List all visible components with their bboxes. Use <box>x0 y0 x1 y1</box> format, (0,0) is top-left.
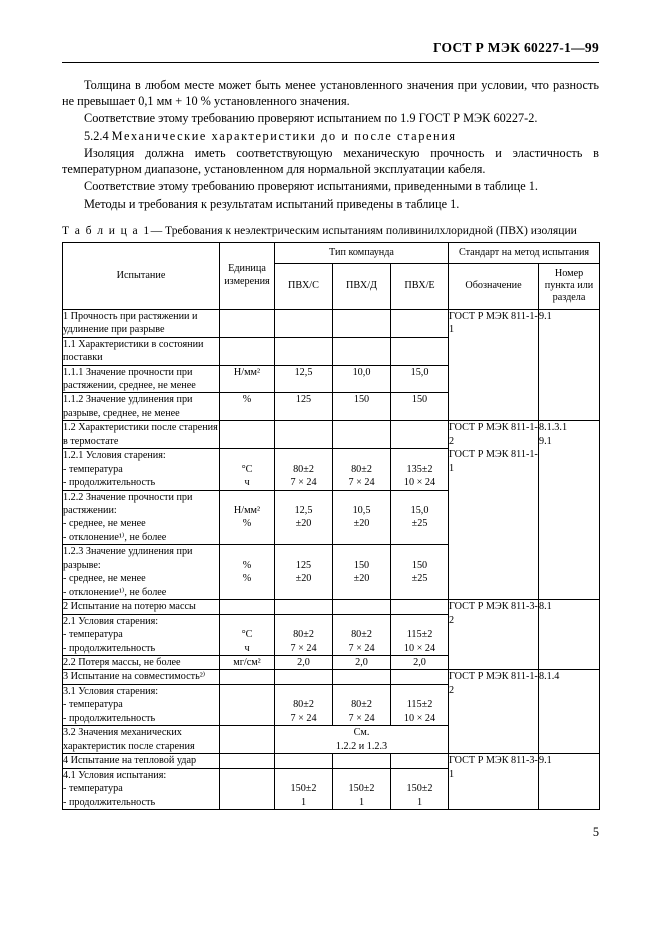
row-label: 1.2 Характеристики после старения в термостате <box>63 422 218 447</box>
cell-unit <box>220 309 275 337</box>
cell-pvc-e: 115±2 10 × 24 <box>391 684 449 725</box>
cell-pvc-d: 10,0 <box>333 365 391 393</box>
cell-unit: Н/мм² <box>220 365 275 393</box>
requirements-table <box>62 242 600 810</box>
cell-pvc-d <box>333 600 391 614</box>
row-label: 1.2.2 Значение прочности при растяжении: - среднее, не менее - отклонение¹⁾, не более <box>63 490 220 545</box>
cell-pvc-c: 12,5 <box>275 365 333 393</box>
cell-unit <box>220 670 275 684</box>
cell-pvc-c: 125 <box>275 393 333 421</box>
row-label: 4 Испытание на тепловой удар <box>63 754 220 768</box>
clause-number: 5.2.4 <box>84 128 109 143</box>
cell-unit <box>220 337 275 365</box>
cell-standard-clause: 8.1.3.1 9.1 <box>539 421 600 600</box>
cell-pvc-d <box>333 337 391 365</box>
cell-pvc-c <box>275 421 333 449</box>
cell-unit: % % <box>220 545 275 600</box>
cell-unit <box>220 421 275 449</box>
cell-pvc-c: 2,0 <box>275 656 333 670</box>
th-pvc-c: ПВХ/С <box>275 263 333 309</box>
th-designation: Обозначение <box>449 263 539 309</box>
cell-pvc-d <box>333 309 391 337</box>
cell-pvc-e: 15,0 ±25 <box>391 490 449 545</box>
cell-pvc-c: 150±2 1 <box>275 768 333 809</box>
table-header-row-1 <box>63 242 600 263</box>
table-head <box>63 242 600 309</box>
cell-pvc-e: 115±2 10 × 24 <box>391 614 449 655</box>
cell-pvc-c <box>275 337 333 365</box>
paragraph-5: Соответствие этому требованию проверяют испытаниями, приведенными в таблице 1. <box>84 179 538 194</box>
row-label: 2.1 Условия старения: - температура - продолжительность <box>63 614 220 655</box>
cell-pvc-d <box>333 421 391 449</box>
cell-merged-reference: См. 1.2.2 и 1.2.3 <box>275 726 449 754</box>
cell-standard-designation: ГОСТ Р МЭК 811-3-2 <box>449 600 539 670</box>
table-body <box>63 309 600 809</box>
cell-pvc-d <box>333 754 391 768</box>
cell-pvc-e: 150 ±25 <box>391 545 449 600</box>
cell-pvc-e <box>391 421 449 449</box>
row-label: 1.2.3 Значение удлинения при разрыве: - среднее, не менее - отклонение¹⁾, не более <box>63 545 220 600</box>
cell-pvc-d: 2,0 <box>333 656 391 670</box>
th-pvc-d: ПВХ/Д <box>333 263 391 309</box>
table-caption-label: Т а б л и ц а 1 <box>62 223 151 237</box>
cell-pvc-c: 80±2 7 × 24 <box>275 449 333 490</box>
paragraph-6: Методы и требования к результатам испытаний приведены в таблице 1. <box>84 196 460 211</box>
cell-pvc-e <box>391 670 449 684</box>
cell-standard-clause: 8.1 <box>539 600 600 670</box>
page-header: ГОСТ Р МЭК 60227-1—99 <box>432 40 599 55</box>
table-row <box>63 600 600 614</box>
th-clause: Номер пункта или раздела <box>539 263 600 309</box>
row-label: 3.1 Условия старения: - температура - продолжительность <box>63 684 220 725</box>
cell-pvc-c <box>275 754 333 768</box>
cell-unit <box>220 768 275 809</box>
cell-standard-designation: ГОСТ Р МЭК 811-3-1 <box>449 754 539 810</box>
row-label: 1.2.1 Условия старения: - температура - продолжительность <box>63 449 220 490</box>
th-standard: Стандарт на метод испытания <box>449 242 600 263</box>
cell-unit: °С ч <box>220 614 275 655</box>
table-row <box>63 670 600 684</box>
cell-unit: °С ч <box>220 449 275 490</box>
cell-pvc-d: 150 <box>333 393 391 421</box>
row-label: 2 Испытание на потерю массы <box>63 600 220 614</box>
cell-pvc-d: 150 ±20 <box>333 545 391 600</box>
cell-pvc-e: 150±2 1 <box>391 768 449 809</box>
cell-pvc-d: 80±2 7 × 24 <box>333 614 391 655</box>
cell-pvc-e: 2,0 <box>391 656 449 670</box>
cell-pvc-e <box>391 309 449 337</box>
cell-standard-clause: 8.1.4 <box>539 670 600 754</box>
cell-pvc-d: 150±2 1 <box>333 768 391 809</box>
th-compound-type: Тип компаунда <box>275 242 449 263</box>
row-label: 1 Прочность при растяжении и удлинение при разрыве <box>63 309 220 337</box>
cell-unit <box>220 754 275 768</box>
row-label: 1.1 Характеристики в состоянии поставки <box>63 337 220 365</box>
cell-pvc-c: 80±2 7 × 24 <box>275 614 333 655</box>
cell-pvc-d: 80±2 7 × 24 <box>333 684 391 725</box>
cell-pvc-c <box>275 600 333 614</box>
row-label: 2.2 Потеря массы, не более <box>63 656 220 670</box>
table-row <box>63 309 600 337</box>
th-unit: Единица измерения <box>220 242 275 309</box>
cell-standard-clause: 9.1 <box>539 754 600 810</box>
header-rule <box>62 62 599 63</box>
cell-pvc-d <box>333 670 391 684</box>
cell-unit: мг/см² <box>220 656 275 670</box>
cell-pvc-c <box>275 670 333 684</box>
page-number: 5 <box>592 825 599 839</box>
cell-pvc-e: 135±2 10 × 24 <box>391 449 449 490</box>
cell-pvc-c: 125 ±20 <box>275 545 333 600</box>
cell-unit <box>220 600 275 614</box>
cell-standard-designation: ГОСТ Р МЭК 811-1-2 ГОСТ Р МЭК 811-1-1 <box>449 421 539 600</box>
cell-pvc-e <box>391 337 449 365</box>
table-caption <box>62 224 599 237</box>
row-label: 3.2 Значения механических характеристик после старения <box>63 726 220 754</box>
paragraph-1: Толщина в любом месте может быть менее установленного значения при условии, что разность не превышает 0,1 мм + 10 % установленного значения. <box>62 78 599 109</box>
th-pvc-e: ПВХ/Е <box>391 263 449 309</box>
cell-pvc-e: 150 <box>391 393 449 421</box>
th-test: Испытание <box>63 242 220 309</box>
table-caption-text: — Требования к неэлектрическим испытаниям поливинилхлоридной (ПВХ) изоляции <box>150 223 577 237</box>
row-label: 1.1.2 Значение удлинения при разрыве, среднее, не менее <box>63 393 220 421</box>
cell-standard-designation: ГОСТ Р МЭК 811-1-2 <box>449 670 539 754</box>
row-label: 4.1 Условия испытания: - температура - продолжительность <box>63 768 220 809</box>
cell-unit: % <box>220 393 275 421</box>
cell-unit <box>220 684 275 725</box>
row-label: 1.1.1 Значение прочности при растяжении, среднее, не менее <box>63 365 220 393</box>
cell-pvc-d: 10,5 ±20 <box>333 490 391 545</box>
cell-standard-clause: 9.1 <box>539 309 600 421</box>
clause-5-2-4 <box>62 128 599 144</box>
cell-pvc-e <box>391 600 449 614</box>
cell-unit: Н/мм² % <box>220 490 275 545</box>
paragraph-4: Изоляция должна иметь соответствующую механическую прочность и эластичность в температурном диапазоне, установленном для нормальной эксплуатации кабеля. <box>62 145 599 177</box>
cell-standard-designation: ГОСТ Р МЭК 811-1-1 <box>449 309 539 421</box>
cell-pvc-c <box>275 309 333 337</box>
cell-pvc-e: 15,0 <box>391 365 449 393</box>
cell-pvc-d: 80±2 7 × 24 <box>333 449 391 490</box>
table-row <box>63 754 600 768</box>
table-row <box>63 421 600 449</box>
cell-pvc-c: 12,5 ±20 <box>275 490 333 545</box>
clause-title: Механические характеристики до и после старения <box>111 128 457 143</box>
cell-pvc-e <box>391 754 449 768</box>
row-label: 3 Испытание на совместимость²⁾ <box>63 670 220 684</box>
paragraph-2: Соответствие этому требованию проверяют испытанием по 1.9 ГОСТ Р МЭК 60227-2. <box>84 111 538 126</box>
cell-pvc-c: 80±2 7 × 24 <box>275 684 333 725</box>
cell-unit <box>220 726 275 754</box>
